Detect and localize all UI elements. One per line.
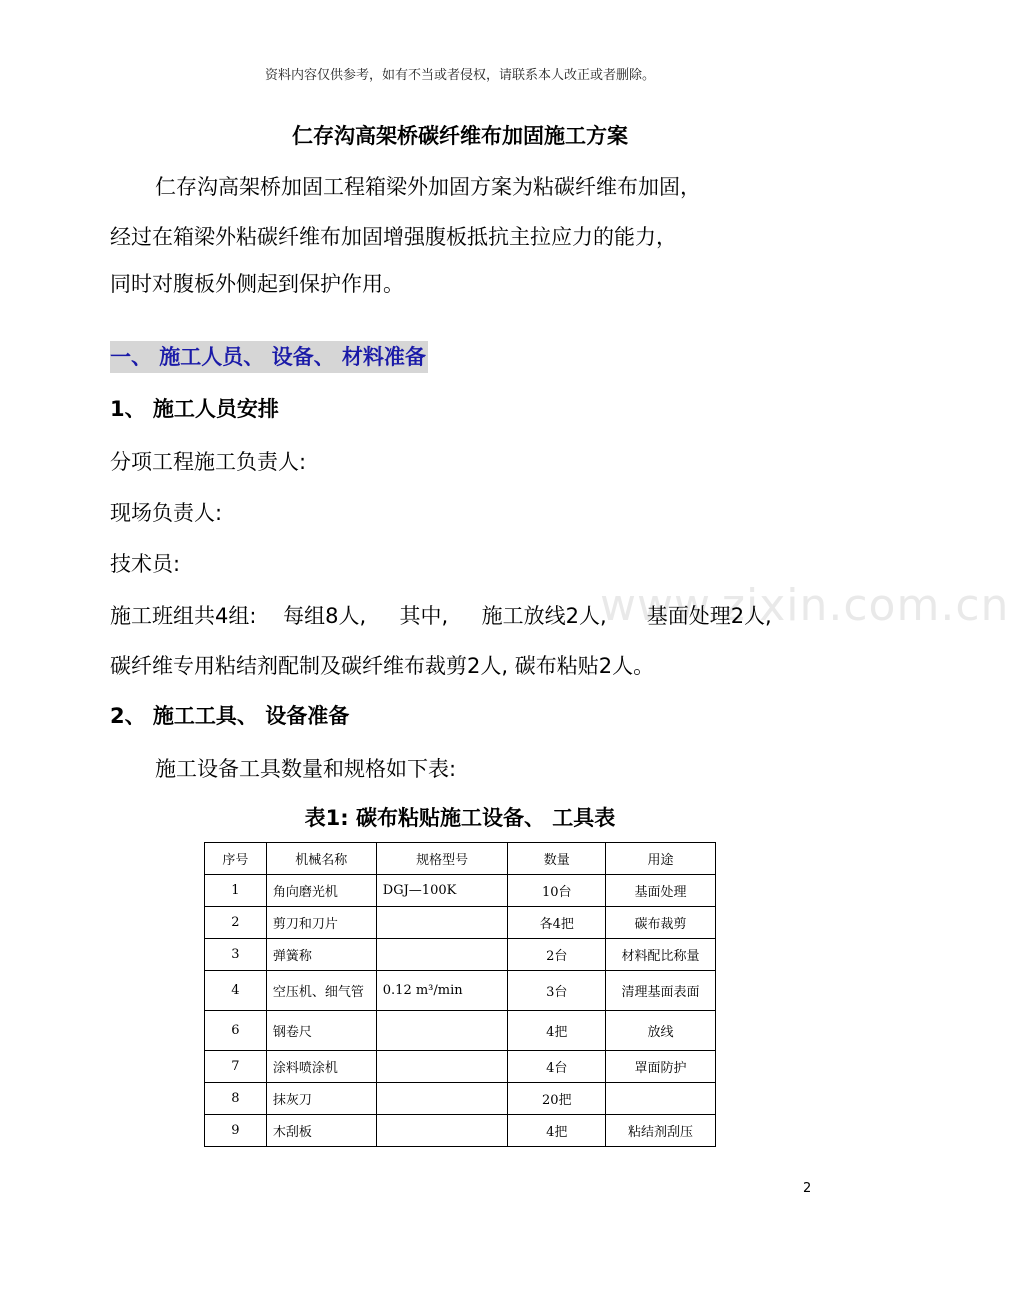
cell-quantity: 4台 (508, 1051, 606, 1083)
cell-spec (376, 1083, 508, 1115)
cell-spec (376, 1011, 508, 1051)
page-number: 2 (803, 1181, 812, 1196)
cell-quantity: 2台 (508, 939, 606, 971)
cell-purpose (606, 1083, 716, 1115)
equipment-table (204, 842, 716, 1147)
cell-machine-name: 空压机、细气管 (266, 971, 376, 1011)
cell-spec: DGJ—100K (376, 875, 508, 907)
cell-quantity: 10台 (508, 875, 606, 907)
subsection-1-heading: 1、 施工人员安排 (110, 397, 279, 421)
header-spec: 规格型号 (376, 843, 508, 875)
table-row (205, 1115, 716, 1147)
cell-spec: 0.12 m³/min (376, 971, 508, 1011)
document-title: 仁存沟高架桥碳纤维布加固施工方案 (292, 124, 628, 148)
table-row (205, 875, 716, 907)
disclaimer-header: 资料内容仅供参考，如有不当或者侵权，请联系本人改正或者删除。 (264, 68, 655, 83)
intro-line-3: 同时对腹板外侧起到保护作用。 (110, 272, 404, 296)
cell-machine-name: 涂料喷涂机 (266, 1051, 376, 1083)
watermark: www.zixin.com.cn (600, 580, 1009, 631)
cell-purpose: 罩面防护 (606, 1051, 716, 1083)
header-purpose: 用途 (606, 843, 716, 875)
cell-machine-name: 钢卷尺 (266, 1011, 376, 1051)
cell-purpose: 基面处理 (606, 875, 716, 907)
subsection-2-heading: 2、 施工工具、 设备准备 (110, 704, 350, 728)
personnel-line-3: 技术员: (110, 552, 181, 576)
cell-quantity: 各4把 (508, 907, 606, 939)
intro-line-2: 经过在箱梁外粘碳纤维布加固增强腹板抵抗主拉应力的能力， (110, 225, 677, 249)
equipment-intro-line: 施工设备工具数量和规格如下表: (155, 757, 457, 781)
cell-spec (376, 1115, 508, 1147)
cell-purpose: 碳布裁剪 (606, 907, 716, 939)
cell-index: 2 (205, 907, 267, 939)
section-1-heading: 一、 施工人员、 设备、 材料准备 (110, 341, 428, 373)
personnel-line-2: 现场负责人: (110, 501, 223, 525)
cell-quantity: 4把 (508, 1011, 606, 1051)
table-row (205, 971, 716, 1011)
personnel-line-5: 碳纤维专用粘结剂配制及碳纤维布裁剪2人, 碳布粘贴2人。 (110, 654, 655, 678)
cell-purpose: 粘结剂刮压 (606, 1115, 716, 1147)
cell-quantity: 20把 (508, 1083, 606, 1115)
header-quantity: 数量 (508, 843, 606, 875)
table-row (205, 1083, 716, 1115)
cell-index: 4 (205, 971, 267, 1011)
cell-index: 8 (205, 1083, 267, 1115)
cell-spec (376, 939, 508, 971)
table-title: 表1: 碳布粘贴施工设备、 工具表 (304, 806, 616, 830)
cell-purpose: 材料配比称量 (606, 939, 716, 971)
cell-quantity: 3台 (508, 971, 606, 1011)
cell-quantity: 4把 (508, 1115, 606, 1147)
cell-index: 9 (205, 1115, 267, 1147)
personnel-line-1: 分项工程施工负责人: (110, 450, 307, 474)
cell-machine-name: 抹灰刀 (266, 1083, 376, 1115)
cell-machine-name: 剪刀和刀片 (266, 907, 376, 939)
cell-index: 7 (205, 1051, 267, 1083)
cell-machine-name: 弹簧称 (266, 939, 376, 971)
cell-spec (376, 1051, 508, 1083)
table-row (205, 939, 716, 971)
header-index: 序号 (205, 843, 267, 875)
cell-purpose: 放线 (606, 1011, 716, 1051)
cell-index: 1 (205, 875, 267, 907)
cell-purpose: 清理基面表面 (606, 971, 716, 1011)
table-row (205, 1051, 716, 1083)
table-row (205, 1011, 716, 1051)
intro-line-1: 仁存沟高架桥加固工程箱梁外加固方案为粘碳纤维布加固， (155, 175, 701, 199)
cell-spec (376, 907, 508, 939)
header-machine-name: 机械名称 (266, 843, 376, 875)
cell-index: 6 (205, 1011, 267, 1051)
cell-index: 3 (205, 939, 267, 971)
cell-machine-name: 角向磨光机 (266, 875, 376, 907)
table-header-row (205, 843, 716, 875)
personnel-line-4: 施工班组共4组: 每组8人, 其中, 施工放线2人, 基面处理2人, (110, 604, 772, 628)
table-row (205, 907, 716, 939)
cell-machine-name: 木刮板 (266, 1115, 376, 1147)
